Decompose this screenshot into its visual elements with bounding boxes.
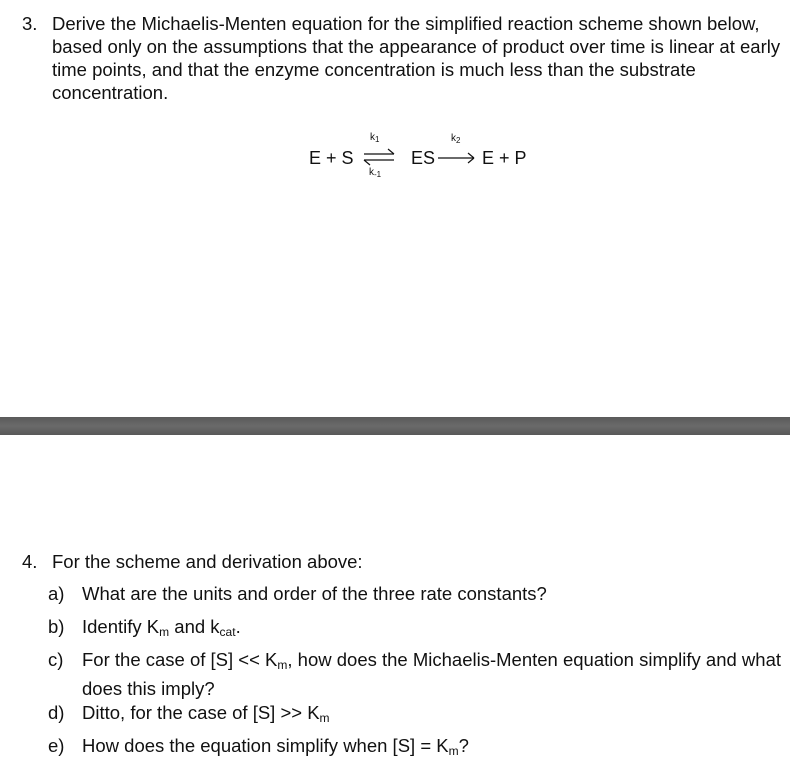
scheme-arrows — [0, 0, 790, 200]
question-4-number: 4. — [22, 551, 38, 572]
sub-question-text: How does the equation simplify when $[S] = K_m$? — [82, 735, 469, 758]
question-4 — [22, 550, 782, 758]
equilibrium-reverse-arrow — [364, 160, 394, 165]
sub-question-letter: e) — [48, 735, 65, 756]
sub-question-d — [48, 701, 788, 730]
sub-question-c — [48, 648, 788, 700]
sub-question-text: What are the units and order of the three rate constants? — [82, 583, 547, 604]
sub-question-b — [48, 615, 788, 644]
scheme-reactants: E + S — [309, 148, 354, 168]
question-3-number: 3. — [22, 13, 38, 34]
sub-question-e — [48, 734, 788, 763]
question-3-text: Derive the Michaelis-Menten equation for the simplified reaction scheme shown below, based only on the assumptions that the appearance of product over time is linear at early time points, and that the enzyme concentration is much less than the substrate concentration. — [52, 13, 781, 103]
rate-constant-k1: $k_1$ — [370, 132, 380, 144]
question-4-text: For the scheme and derivation above: — [52, 551, 363, 572]
equilibrium-forward-arrow — [364, 149, 394, 154]
rate-constant-k2: $k_2$ — [451, 133, 461, 145]
sub-question-letter: c) — [48, 649, 64, 670]
sub-question-text: For the case of $[S] << K_m$, how does the Michaelis-Menten equation simplify and what does this imply? — [82, 649, 781, 699]
scheme-products: E + P — [482, 148, 527, 168]
irreversible-arrow — [438, 153, 474, 163]
question-4-heading — [22, 550, 782, 573]
page-divider — [0, 417, 790, 435]
sub-question-a — [48, 582, 788, 605]
sub-question-letter: d) — [48, 702, 65, 723]
sub-question-letter: a) — [48, 583, 65, 604]
reaction-scheme — [0, 0, 790, 200]
sub-question-text: Ditto, for the case of $[S] >> K_m$ — [82, 702, 330, 725]
sub-question-letter: b) — [48, 616, 65, 637]
rate-constant-k-minus1: $k_{-1}$ — [369, 167, 382, 179]
sub-question-text: Identify $K_m$ and $k_{cat}$. — [82, 616, 241, 639]
scheme-intermediate: ES — [411, 148, 436, 168]
